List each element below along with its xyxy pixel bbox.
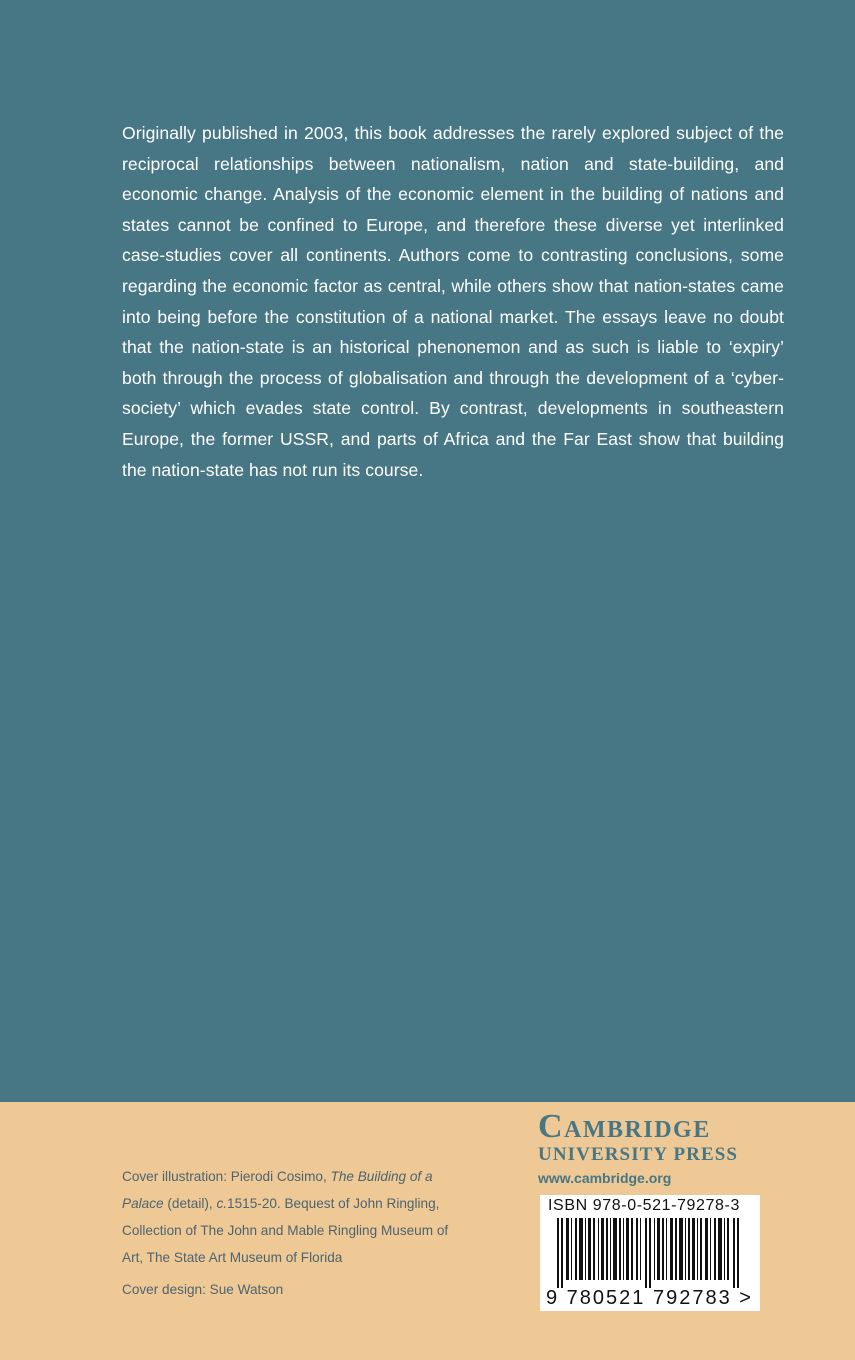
barcode-icon	[557, 1218, 747, 1288]
credit-prefix: Cover illustration: Pierodi Cosimo,	[122, 1169, 331, 1184]
publisher-press: UNIVERSITY PRESS	[538, 1144, 739, 1165]
isbn-label: ISBN 978-0-521-79278-3	[548, 1197, 740, 1214]
barcode-digits: 9 780521 792783 >	[546, 1287, 753, 1309]
credit-circa: c.	[216, 1196, 228, 1211]
book-description: Originally published in 2003, this book addresses the rarely explored subject of the reciprocal relationships between nationalism, nation and state-building, and economic change. Analysis of the economic element in the building of nations and states cannot be confined to Europe, and therefore these diverse yet interlinked case-studies cover all continents. Authors come to contrasting conclusions, some regarding the economic factor as central, while others show that nation-states came into being before the constitution of a national market. The essays leave no doubt that the nation-state is an historical phenonemon and as such is liable to ‘expiry’ both through the process of globalisation and through the development of a ‘cyber-society’ which evades state control. By contrast, developments in southeastern Europe, the former USSR, and parts of Africa and the Far East show that building the nation-state has not run its course.	[122, 123, 784, 480]
credit-rest: 1515-20. Bequest of John Ringling, Collection of The John and Mable Ringling Museum of Art, The State Art Museum of Florida	[122, 1196, 449, 1265]
cover-illustration-credit	[122, 1163, 467, 1271]
publisher-logo	[538, 1108, 738, 1188]
credit-detail: (detail),	[163, 1196, 217, 1211]
publisher-url[interactable]: www.cambridge.org	[538, 1170, 672, 1186]
publisher-name: Cambridge	[538, 1108, 711, 1145]
credit-artwork-title: The Building of a Palace	[122, 1169, 433, 1211]
cover-design-credit: Cover design: Sue Watson	[122, 1282, 284, 1297]
